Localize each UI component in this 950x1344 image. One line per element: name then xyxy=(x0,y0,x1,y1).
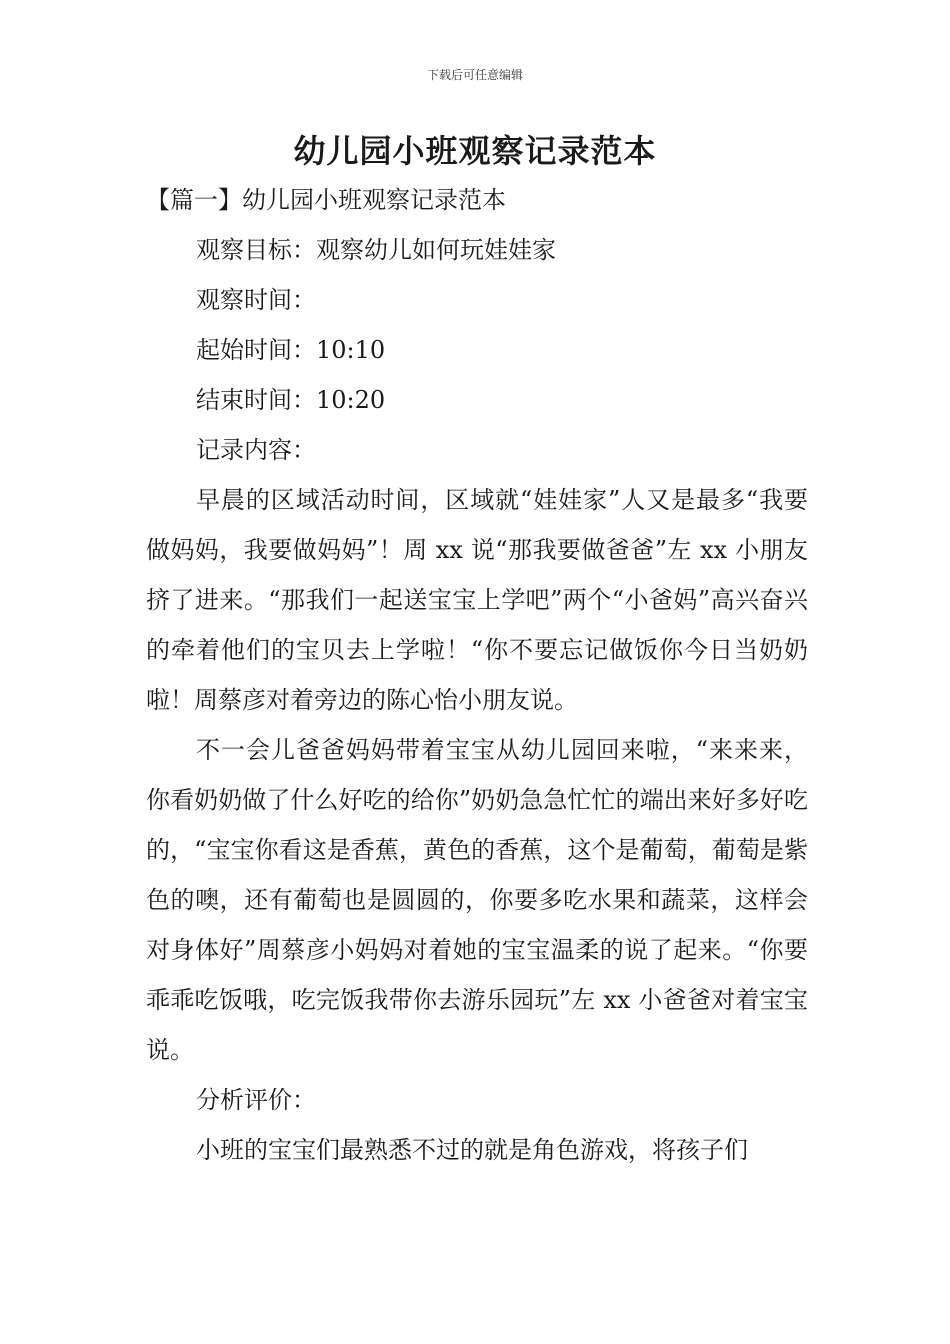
record-paragraph-1: 早晨的区域活动时间，区域就“娃娃家”人又是最多“我要做妈妈，我要做妈妈”！周 xx 说“那我要做爸爸”左 xx 小朋友挤了进来。“那我们一起送宝宝上学吧”两个“小爸妈”高兴奋兴的牵着他们的宝贝去上学啦！“你不要忘记做饭你今日当奶奶啦！周蔡彦对着旁边的陈心怡小朋友说。 xyxy=(146,486,808,714)
start-time: 起始时间：10:10 xyxy=(196,336,386,364)
record-paragraph-2: 不一会儿爸爸妈妈带着宝宝从幼儿园回来啦，“来来来，你看奶奶做了什么好吃的给你”奶奶急急忙忙的端出来好多好吃的，“宝宝你看这是香蕉，黄色的香蕉，这个是葡萄，葡萄是紫色的噢，还有葡萄也是圆圆的，你要多吃水果和蔬菜，这样会对身体好”周蔡彦小妈妈对着她的宝宝温柔的说了起来。“你要乖乖吃饭哦，吃完饭我带你去游乐园玩”左 xx 小爸爸对着宝宝说。 xyxy=(146,736,808,1064)
analysis-paragraph: 小班的宝宝们最熟悉不过的就是角色游戏，将孩子们 xyxy=(196,1136,748,1164)
document-title: 幼儿园小班观察记录范本 xyxy=(293,132,657,170)
document-body xyxy=(146,175,808,1175)
header-note: 下载后可任意编辑 xyxy=(426,68,523,82)
record-label: 记录内容： xyxy=(196,436,316,464)
analysis-label: 分析评价： xyxy=(196,1086,316,1114)
section-heading: 【篇一】幼儿园小班观察记录范本 xyxy=(146,186,506,214)
end-time: 结束时间：10:20 xyxy=(196,386,386,414)
observation-goal: 观察目标：观察幼儿如何玩娃娃家 xyxy=(196,236,556,264)
observation-time-label: 观察时间： xyxy=(196,286,316,314)
